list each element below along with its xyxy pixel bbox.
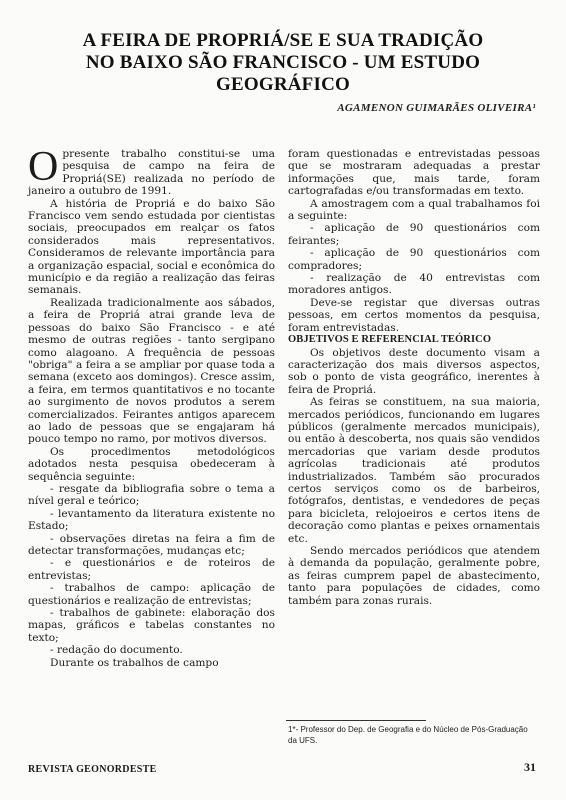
paragraph: A história de Propriá e do baixo São Francisco vem sendo estudada por cientistas sociais, preocupados em realçar os fatos considerados mais representativos. Consideramos de relevante importância para a organização espacial, social e econômica do município e da região a realização das feiras semanais. (28, 197, 275, 297)
paragraph: Deve-se registar que diversas outras pessoas, em certos momentos da pesquisa, foram entrevistadas. (288, 296, 540, 334)
paragraph: Sendo mercados periódicos que atendem à demanda da população, geralmente pobre, as feiras cumprem papel de abastecimento, tanto para populações de cidades, como também para zonas rurais. (288, 545, 540, 607)
list-item: - observações diretas na feira a fim de detectar transformações, mudanças etc; (28, 532, 275, 557)
list-item: - redação do documento. (50, 644, 183, 657)
list-item: - trabalhos de campo: aplicação de questionários e realização de entrevistas; (28, 582, 275, 607)
paragraph: Durante os trabalhos de campo (50, 656, 219, 669)
list-item: - aplicação de 90 questionários com feirantes; (288, 222, 540, 247)
paragraph: Os objetivos deste documento visam a caracterização dos mais diversos aspectos, sob o ponto de vista geográfico, inerentes à feira de Propriá. (288, 346, 540, 396)
list-item: - e questionários e de roteiros de entrevistas; (28, 557, 275, 582)
paragraph: foram questionadas e entrevistadas pessoas que se mostraram adequadas a prestar informações que, mais tarde, foram cartografadas e/ou transformadas em texto. (288, 148, 540, 198)
left-column (28, 144, 275, 669)
paragraph: Realizada tradicionalmente aos sábados, a feira de Propriá atrai grande leva de pessoas do baixo São Francisco - e até mesmo de outras regiões - tanto sergipano como alagoano. A frequência de pessoas "obriga" a feira a se ampliar por quase toda a semana (exceto aos domingos). Cresce assim, a feira, em termos quantitativos e no tocante ao surgimento de novos produtos a serem comercializados. Feirantes antigos aparecem ao lado de pessoas que se engajaram há pouco tempo no ramo, por motivos diversos. (28, 296, 275, 446)
list-item: - aplicação de 90 questionários com compradores; (288, 247, 540, 272)
article-title (20, 30, 546, 96)
list-item: - levantamento da literatura existente no Estado; (28, 507, 275, 533)
journal-name: REVISTA GEONORDESTE (28, 764, 157, 775)
list-item: - trabalhos de gabinete: elaboração dos mapas, gráficos e tabelas constantes no texto; (28, 607, 275, 644)
title-line-2: NO BAIXO SÃO FRANCISCO - UM ESTUDO (85, 52, 481, 73)
paragraph: As feiras se constituem, na sua maioria, mercados periódicos, funcionando em lugares públicos (geralmente mercados municipais), ou então à descoberta, nos quais são vendidos mercadorias que variam desde produtos agrícolas tradicionais até produtos industrializados. Também são procurados certos serviços como os de barbeiros, fotógrafos, dentistas, e vendedores de peças para bicicleta, relojoeiros e certos itens de decoração como plantas e peixes ornamentais etc. (288, 396, 540, 545)
title-line-3: GEOGRÁFICO (216, 74, 350, 95)
section-heading: OBJETIVOS E REFERENCIAL TEÓRICO (288, 334, 492, 346)
title-line-1: A FEIRA DE PROPRIÁ/SE E SUA TRADIÇÃO (82, 30, 484, 51)
drop-cap: O (28, 144, 59, 190)
footnote-divider (286, 720, 426, 721)
author-name: AGAMENON GUIMARÃES OLIVEIRA¹ (337, 102, 536, 114)
paragraph: Os procedimentos metodológicos adotados nesta pesquisa obedeceram à sequência seguinte: (28, 445, 275, 483)
right-column (288, 148, 540, 607)
list-item: - realização de 40 entrevistas com moradores antigos. (288, 272, 540, 297)
intro-paragraph: Opresente trabalho constitui-se uma pesquisa de campo na feira de Propriá(SE) realizada no período de janeiro a outubro de 1991. (28, 144, 275, 198)
list-item: - resgate da bibliografia sobre o tema a nível geral e teórico; (28, 482, 275, 508)
paragraph: A amostragem com a qual trabalhamos foi a seguinte: (288, 197, 540, 223)
page-number: 31 (524, 760, 536, 774)
footnote: 1*- Professor do Dep. de Geografia e do Núcleo de Pós-Graduação da UFS. (288, 725, 528, 745)
